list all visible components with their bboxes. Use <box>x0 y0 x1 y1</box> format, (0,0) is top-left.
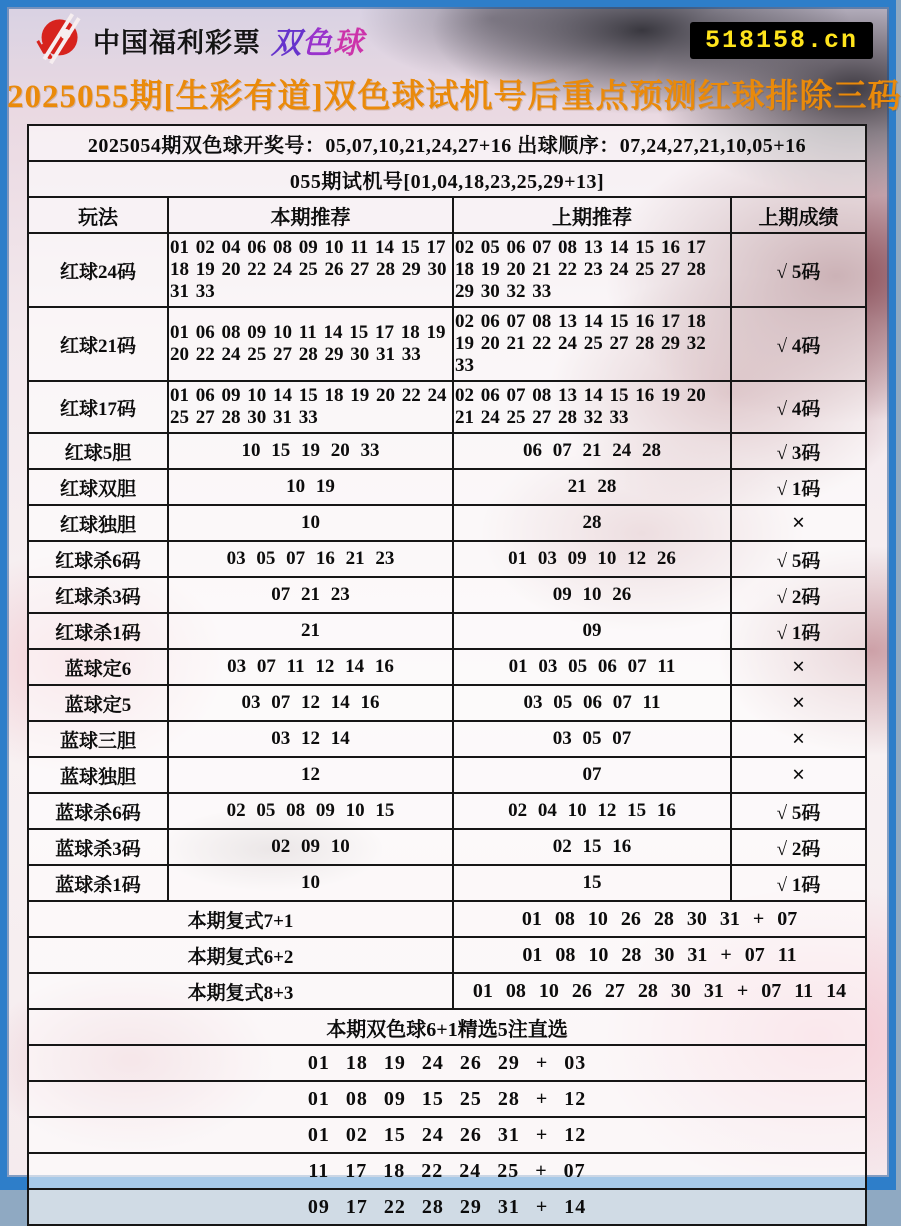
previous-recommendation: 01 03 09 10 12 26 <box>453 541 731 577</box>
previous-result: √ 5码 <box>731 793 866 829</box>
pick-numbers: 01 08 09 15 25 28 + 12 <box>28 1081 866 1117</box>
test-number-info: 055期试机号[01,04,18,23,25,29+13] <box>28 161 866 197</box>
logo-brand-text <box>271 18 364 62</box>
logo-text: 中国福利彩票 <box>93 27 261 58</box>
table-row <box>28 469 866 505</box>
play-label: 红球杀3码 <box>28 577 168 613</box>
column-header-row <box>28 197 866 233</box>
compound-row <box>28 937 866 973</box>
table-row <box>28 577 866 613</box>
previous-result: √ 2码 <box>731 577 866 613</box>
compound-numbers: 01 08 10 26 27 28 30 31 + 07 11 14 <box>453 973 866 1009</box>
table-row <box>28 381 866 433</box>
site-badge: 518158.cn <box>690 22 873 59</box>
previous-recommendation: 28 <box>453 505 731 541</box>
logo-brand-char: 色 <box>302 27 333 60</box>
previous-result: √ 1码 <box>731 613 866 649</box>
current-recommendation: 02 09 10 <box>168 829 453 865</box>
table-row <box>28 433 866 469</box>
previous-result: √ 5码 <box>731 541 866 577</box>
compound-label: 本期复式6+2 <box>28 937 453 973</box>
picks-header: 本期双色球6+1精选5注直选 <box>28 1009 866 1045</box>
previous-result: √ 4码 <box>731 307 866 381</box>
compound-numbers: 01 08 10 28 30 31 + 07 11 <box>453 937 866 973</box>
column-header: 上期推荐 <box>453 197 731 233</box>
prev-draw-row <box>28 125 866 161</box>
previous-recommendation: 02 06 07 08 13 14 15 16 17 18 19 20 21 22 24 25 27 28 29 32 33 <box>453 307 731 381</box>
column-header: 本期推荐 <box>168 197 453 233</box>
previous-result: × <box>731 721 866 757</box>
current-recommendation: 12 <box>168 757 453 793</box>
previous-recommendation: 07 <box>453 757 731 793</box>
play-label: 蓝球杀1码 <box>28 865 168 901</box>
welfare-lottery-logo-icon <box>31 16 83 64</box>
previous-result: √ 3码 <box>731 433 866 469</box>
previous-result: √ 4码 <box>731 381 866 433</box>
previous-recommendation: 09 10 26 <box>453 577 731 613</box>
pick-numbers: 01 18 19 24 26 29 + 03 <box>28 1045 866 1081</box>
play-label: 蓝球定6 <box>28 649 168 685</box>
play-label: 蓝球独胆 <box>28 757 168 793</box>
previous-result: × <box>731 685 866 721</box>
pick-row <box>28 1081 866 1117</box>
pick-row <box>28 1189 866 1225</box>
play-label: 红球独胆 <box>28 505 168 541</box>
play-label: 蓝球三胆 <box>28 721 168 757</box>
play-label: 红球24码 <box>28 233 168 307</box>
previous-result: × <box>731 757 866 793</box>
pick-row <box>28 1045 866 1081</box>
previous-recommendation: 06 07 21 24 28 <box>453 433 731 469</box>
compound-numbers: 01 08 10 26 28 30 31 + 07 <box>453 901 866 937</box>
compound-row <box>28 973 866 1009</box>
previous-recommendation: 15 <box>453 865 731 901</box>
current-recommendation: 03 12 14 <box>168 721 453 757</box>
play-label: 蓝球杀3码 <box>28 829 168 865</box>
previous-result: × <box>731 649 866 685</box>
pick-row <box>28 1153 866 1189</box>
table-row <box>28 829 866 865</box>
play-label: 红球双胆 <box>28 469 168 505</box>
current-recommendation: 10 19 <box>168 469 453 505</box>
table-row <box>28 865 866 901</box>
previous-recommendation: 02 06 07 08 13 14 15 16 19 20 21 24 25 27 28 32 33 <box>453 381 731 433</box>
previous-recommendation: 02 05 06 07 08 13 14 15 16 17 18 19 20 21 22 23 24 25 27 28 29 30 32 33 <box>453 233 731 307</box>
previous-recommendation: 21 28 <box>453 469 731 505</box>
logo-brand-char: 球 <box>333 27 364 60</box>
current-recommendation: 10 <box>168 505 453 541</box>
prev-draw-info: 2025054期双色球开奖号：05,07,10,21,24,27+16 出球顺序：07,24,27,21,10,05+16 <box>28 125 866 161</box>
current-recommendation: 03 05 07 16 21 23 <box>168 541 453 577</box>
current-recommendation: 10 <box>168 865 453 901</box>
table-row <box>28 307 866 381</box>
table-row <box>28 613 866 649</box>
table-row <box>28 757 866 793</box>
column-header: 上期成绩 <box>731 197 866 233</box>
logo-area <box>31 16 364 64</box>
logo-brand-char: 双 <box>271 27 302 60</box>
current-recommendation: 01 02 04 06 08 09 10 11 14 15 17 18 19 20 22 24 25 26 27 28 29 30 31 33 <box>168 233 453 307</box>
top-bar <box>31 15 873 65</box>
current-recommendation: 02 05 08 09 10 15 <box>168 793 453 829</box>
play-label: 红球5胆 <box>28 433 168 469</box>
current-recommendation: 07 21 23 <box>168 577 453 613</box>
page-title: 2025055期[生彩有道]双色球试机号后重点预测红球排除三码 <box>7 79 901 115</box>
previous-recommendation: 02 04 10 12 15 16 <box>453 793 731 829</box>
prediction-table <box>27 124 867 1226</box>
table-row <box>28 505 866 541</box>
play-label: 红球杀6码 <box>28 541 168 577</box>
previous-recommendation: 01 03 05 06 07 11 <box>453 649 731 685</box>
picks-header-row <box>28 1009 866 1045</box>
previous-recommendation: 03 05 07 <box>453 721 731 757</box>
previous-result: √ 2码 <box>731 829 866 865</box>
compound-label: 本期复式8+3 <box>28 973 453 1009</box>
compound-label: 本期复式7+1 <box>28 901 453 937</box>
table-row <box>28 649 866 685</box>
previous-result: √ 1码 <box>731 865 866 901</box>
previous-recommendation: 02 15 16 <box>453 829 731 865</box>
previous-recommendation: 09 <box>453 613 731 649</box>
table-row <box>28 721 866 757</box>
pick-row <box>28 1117 866 1153</box>
pick-numbers: 11 17 18 22 24 25 + 07 <box>28 1153 866 1189</box>
test-number-row <box>28 161 866 197</box>
play-label: 红球杀1码 <box>28 613 168 649</box>
table-row <box>28 541 866 577</box>
current-recommendation: 01 06 09 10 14 15 18 19 20 22 24 25 27 28 30 31 33 <box>168 381 453 433</box>
previous-result: √ 5码 <box>731 233 866 307</box>
play-label: 红球21码 <box>28 307 168 381</box>
current-recommendation: 01 06 08 09 10 11 14 15 17 18 19 20 22 24 25 27 28 29 30 31 33 <box>168 307 453 381</box>
previous-result: √ 1码 <box>731 469 866 505</box>
current-recommendation: 03 07 12 14 16 <box>168 685 453 721</box>
table-row <box>28 685 866 721</box>
previous-recommendation: 03 05 06 07 11 <box>453 685 731 721</box>
play-label: 蓝球杀6码 <box>28 793 168 829</box>
table-row <box>28 233 866 307</box>
current-recommendation: 10 15 19 20 33 <box>168 433 453 469</box>
play-label: 蓝球定5 <box>28 685 168 721</box>
pick-numbers: 01 02 15 24 26 31 + 12 <box>28 1117 866 1153</box>
pick-numbers: 09 17 22 28 29 31 + 14 <box>28 1189 866 1225</box>
compound-row <box>28 901 866 937</box>
play-label: 红球17码 <box>28 381 168 433</box>
current-recommendation: 03 07 11 12 14 16 <box>168 649 453 685</box>
previous-result: × <box>731 505 866 541</box>
current-recommendation: 21 <box>168 613 453 649</box>
table-row <box>28 793 866 829</box>
column-header: 玩法 <box>28 197 168 233</box>
